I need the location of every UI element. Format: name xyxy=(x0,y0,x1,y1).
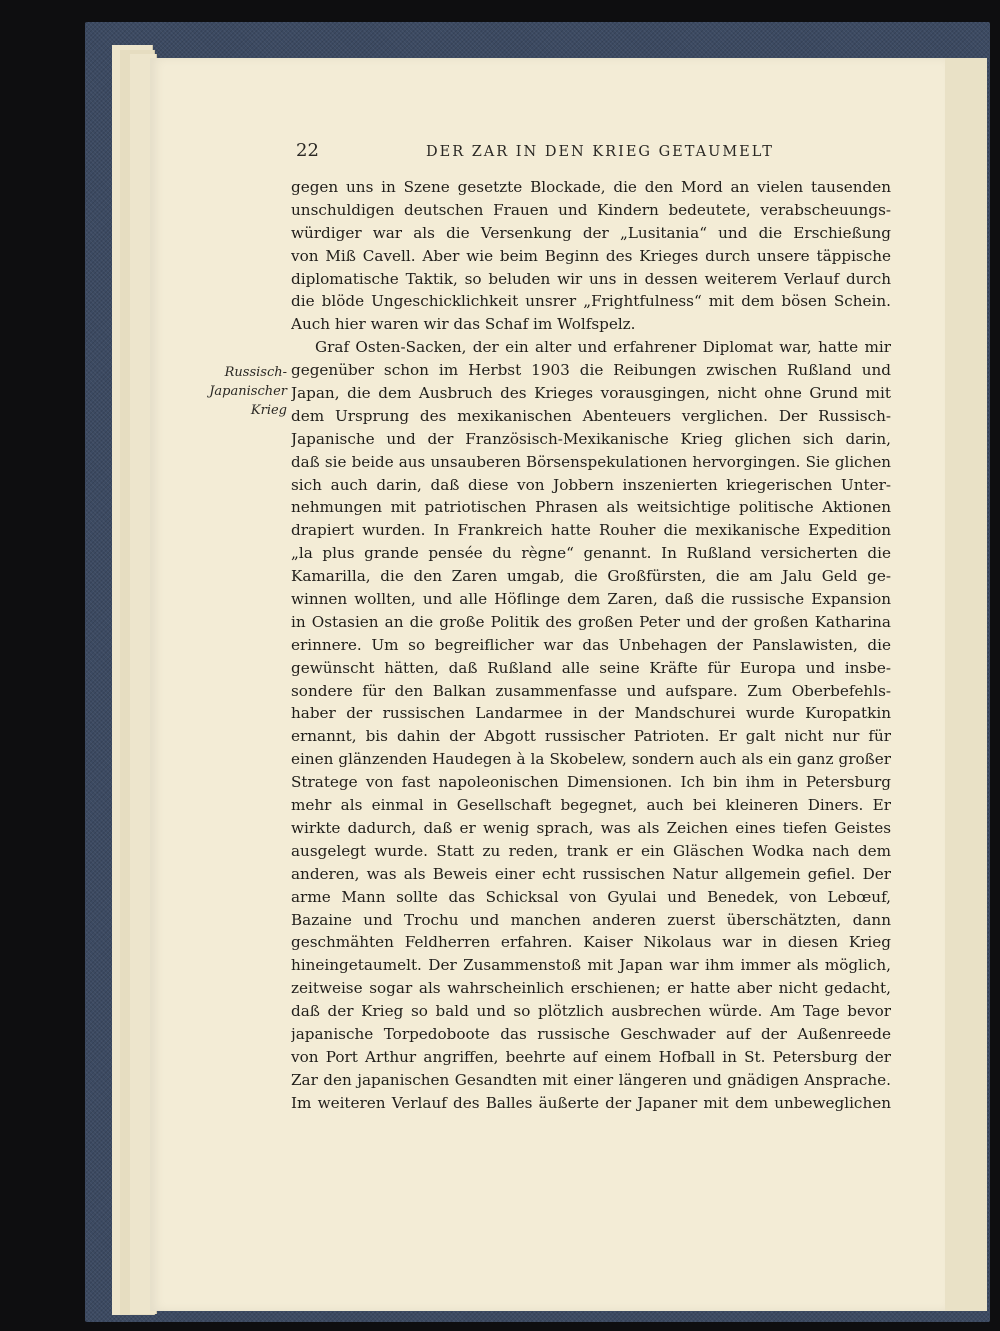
text-line: Im weiteren Verlauf des Balles äußerte der Japaner mit dem unbeweglichen xyxy=(291,1093,891,1112)
text-line: sondere für den Balkan zusammenfasse und aufspare. Zum Oberbefehls- xyxy=(291,681,891,700)
text-line: einen glänzenden Haudegen à la Skobelew, sondern auch als ein ganz großer xyxy=(291,750,891,769)
text-line: wirkte dadurch, daß er wenig sprach, was als Zeichen eines tiefen Geistes xyxy=(291,818,891,837)
text-line: geschmähten Feldherren erfahren. Kaiser Nikolaus war in diesen Krieg xyxy=(291,933,891,952)
text-line: mehr als einmal in Gesellschaft begegnet, auch bei kleineren Diners. Er xyxy=(291,796,891,815)
text-line: Stratege von fast napoleonischen Dimensionen. Ich bin ihm in Petersburg xyxy=(291,773,891,792)
text-line: Auch hier waren wir das Schaf im Wolfspelz. xyxy=(291,315,636,334)
text-line: Japan, die dem Ausbruch des Krieges vorausgingen, nicht ohne Grund mit xyxy=(291,384,891,403)
text-line: von Miß Cavell. Aber wie beim Beginn des Krieges durch unsere täppische xyxy=(291,246,891,265)
text-line: gegenüber schon im Herbst 1903 die Reibungen zwischen Rußland und xyxy=(291,361,891,380)
margin-note-line: Japanischer xyxy=(209,384,287,399)
text-line: nehmungen mit patriotischen Phrasen als weitsichtige politische Aktionen xyxy=(291,498,891,517)
text-line: winnen wollten, und alle Höflinge dem Zaren, daß die russische Expansion xyxy=(291,590,891,609)
text-line: dem Ursprung des mexikanischen Abenteuers verglichen. Der Russisch- xyxy=(291,406,891,425)
text-line: erinnere. Um so begreiflicher war das Unbehagen der Panslawisten, die xyxy=(291,635,891,654)
page-header xyxy=(296,140,888,166)
text-line: diplomatische Taktik, so beluden wir uns in dessen weiterem Verlauf durch xyxy=(291,269,891,288)
facing-page-edge xyxy=(945,58,987,1311)
text-line: sich auch darin, daß diese von Jobbern inszenierten kriegerischen Unter- xyxy=(291,475,891,494)
text-line: hineingetaumelt. Der Zusammenstoß mit Japan war ihm immer als möglich, xyxy=(291,956,891,975)
text-line: anderen, was als Beweis einer echt russischen Natur allgemein gefiel. Der xyxy=(291,864,891,883)
text-line: Zar den japanischen Gesandten mit einer längeren und gnädigen Ansprache. xyxy=(291,1070,891,1089)
text-line: japanische Torpedoboote das russische Geschwader auf der Außenreede xyxy=(291,1024,891,1043)
margin-note-line: Krieg xyxy=(250,403,287,418)
text-line: daß der Krieg so bald und so plötzlich ausbrechen würde. Am Tage bevor xyxy=(291,1002,891,1021)
text-line: unschuldigen deutschen Frauen und Kindern bedeutete, verabscheuungs- xyxy=(291,200,891,219)
text-line: daß sie beide aus unsauberen Börsenspekulationen hervorgingen. Sie glichen xyxy=(291,452,891,471)
text-line: haber der russischen Landarmee in der Mandschurei wurde Kuropatkin xyxy=(291,704,891,723)
text-line: ausgelegt wurde. Statt zu reden, trank er ein Gläschen Wodka nach dem xyxy=(291,841,891,860)
text-line: in Ostasien an die große Politik des großen Peter und der großen Katharina xyxy=(291,612,891,631)
text-line: „la plus grande pensée du règne“ genannt. In Rußland versicherten die xyxy=(291,544,891,563)
text-line: arme Mann sollte das Schicksal von Gyulai und Benedek, von Lebœuf, xyxy=(291,887,891,906)
text-line: Graf Osten-Sacken, der ein alter und erfahrener Diplomat war, hatte mir xyxy=(315,338,891,357)
text-line: Bazaine und Trochu und manchen anderen zuerst überschätzten, dann xyxy=(291,910,891,929)
text-line: würdiger war als die Versenkung der „Lusitania“ und die Erschießung xyxy=(291,223,891,242)
text-line: drapiert wurden. In Frankreich hatte Rouher die mexikanische Expedition xyxy=(291,521,891,540)
text-line: zeitweise sogar als wahrscheinlich erschienen; er hatte aber nicht gedacht, xyxy=(291,979,891,998)
running-head: DER ZAR IN DEN KRIEG GETAUMELT xyxy=(426,144,774,160)
text-line: Japanische und der Französisch-Mexikanische Krieg glichen sich darin, xyxy=(291,429,891,448)
margin-note xyxy=(170,363,287,420)
page-number: 22 xyxy=(296,140,319,161)
text-line: von Port Arthur angriffen, beehrte auf einem Hofball in St. Petersburg der xyxy=(291,1047,891,1066)
text-line: ernannt, bis dahin der Abgott russischer Patrioten. Er galt nicht nur für xyxy=(291,727,891,746)
text-line: Kamarilla, die den Zaren umgab, die Großfürsten, die am Jalu Geld ge- xyxy=(291,567,891,586)
text-line: gegen uns in Szene gesetzte Blockade, die den Mord an vielen tausenden xyxy=(291,178,891,196)
margin-note-line: Russisch- xyxy=(224,365,287,380)
text-line: die blöde Ungeschicklichkeit unsrer „Frightfulness“ mit dem bösen Schein. xyxy=(291,292,891,311)
text-line: gewünscht hätten, daß Rußland alle seine Kräfte für Europa und insbe- xyxy=(291,658,891,677)
body-text xyxy=(291,176,891,1115)
